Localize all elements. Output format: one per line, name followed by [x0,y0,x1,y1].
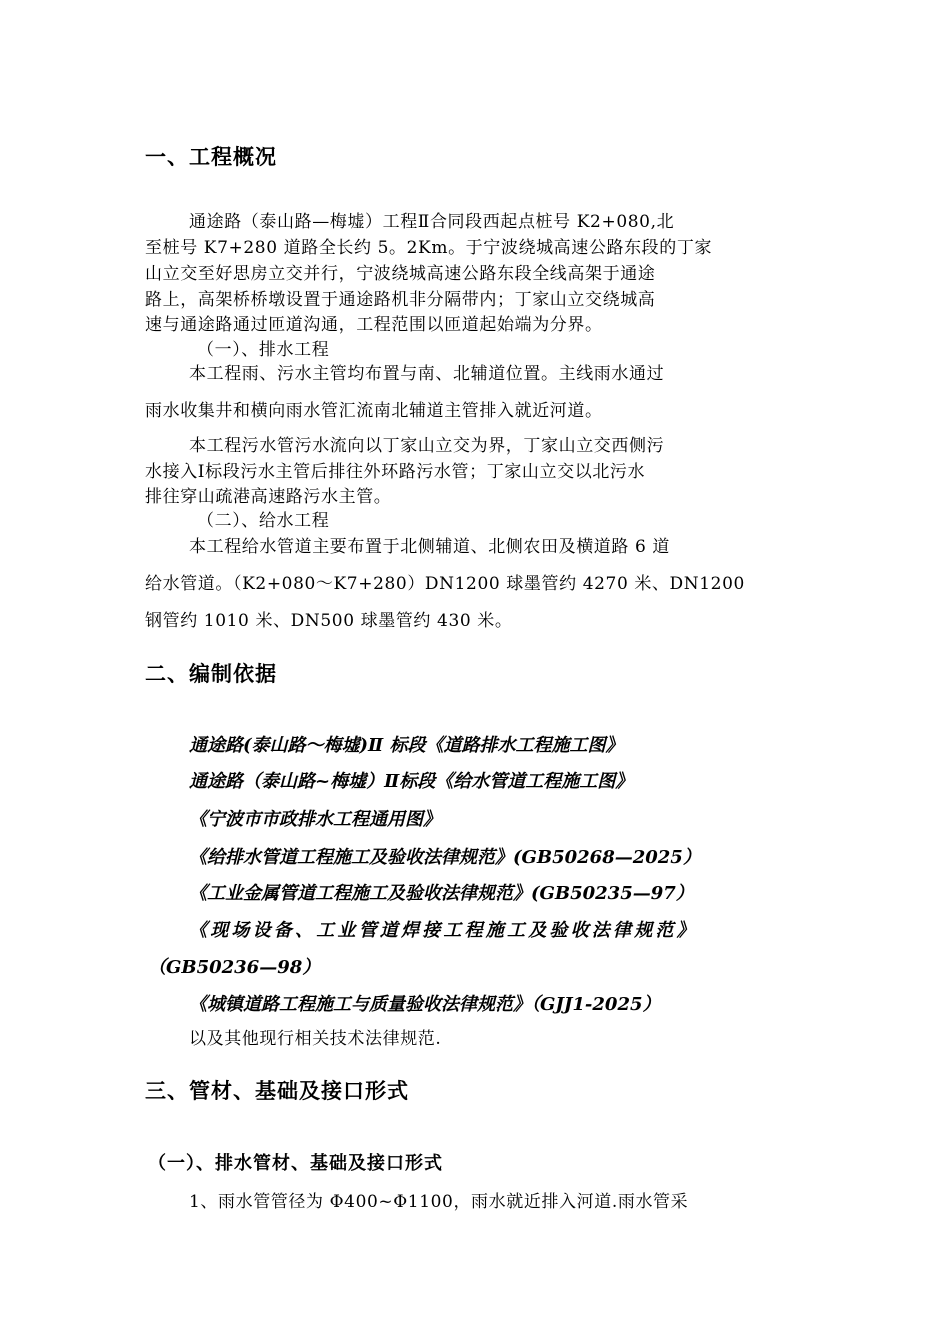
section-1-title: 一、工程概况 [145,145,277,169]
subsection-drainage-pipe-title: （一）、排水管材、基础及接口形式 [148,1153,443,1174]
paragraph-line: 本工程污水管污水流向以丁家山立交为界，丁家山立交西侧污 [189,436,665,456]
paragraph-line: 至桩号 K7+280 道路全长约 5。2Km。于宁波绕城高速公路东段的丁家 [145,238,713,258]
reference-item: （GB50236—98） [148,957,321,978]
reference-item: 《工业金属管道工程施工及验收法律规范》(GB50235—97） [189,883,694,904]
references-tail: 以及其他现行相关技术法律规范. [189,1029,442,1049]
paragraph-line: 钢管约 1010 米、DN500 球墨管约 430 米。 [145,611,513,631]
section-3-title: 三、管材、基础及接口形式 [145,1079,409,1103]
reference-item: 《城镇道路工程施工与质量验收法律规范》（GJJ1-2025） [189,994,661,1015]
paragraph-line: 排往穿山疏港高速路污水主管。 [145,487,392,507]
reference-item: 通途路（泰山路~梅墟）Ⅱ标段《给水管道工程施工图》 [189,771,634,792]
paragraph-line: 山立交至好思房立交并行，宁波绕城高速公路东段全线高架于通途 [145,264,656,284]
section-2-title: 二、编制依据 [145,662,277,686]
paragraph-line: 速与通途路通过匝道沟通，工程范围以匝道起始端为分界。 [145,315,603,335]
subsection-drainage-title: （一）、排水工程 [197,340,330,360]
paragraph-line: 雨水收集井和横向雨水管汇流南北辅道主管排入就近河道。 [145,401,603,421]
subsection-water-supply-title: （二）、给水工程 [197,511,330,531]
paragraph-line: 本工程雨、污水主管均布置与南、北辅道位置。主线雨水通过 [189,364,665,384]
reference-item: 《宁波市市政排水工程通用图》 [189,809,441,830]
paragraph-line: 本工程给水管道主要布置于北侧辅道、北侧农田及横道路 6 道 [189,537,671,557]
paragraph-line: 路上，高架桥桥墩设置于通途路机非分隔带内；丁家山立交绕城高 [145,290,656,310]
paragraph-line: 1、雨水管管径为 Φ400~Φ1100，雨水就近排入河道.雨水管采 [189,1192,689,1212]
reference-item: 《现场设备、工业管道焊接工程施工及验收法律规范》 [189,920,698,941]
paragraph-line: 水接入Ⅰ标段污水主管后排往外环路污水管；丁家山立交以北污水 [145,462,646,482]
reference-item: 通途路(泰山路～梅墟)Ⅱ 标段《道路排水工程施工图》 [189,735,624,756]
reference-item: 《给排水管道工程施工及验收法律规范》(GB50268—2025） [189,847,701,868]
paragraph-line: 给水管道。（K2+080～K7+280）DN1200 球墨管约 4270 米、DN1200 [145,574,745,594]
paragraph-line: 通途路（泰山路—梅墟）工程Ⅱ合同段西起点桩号 K2+080,北 [189,212,675,232]
